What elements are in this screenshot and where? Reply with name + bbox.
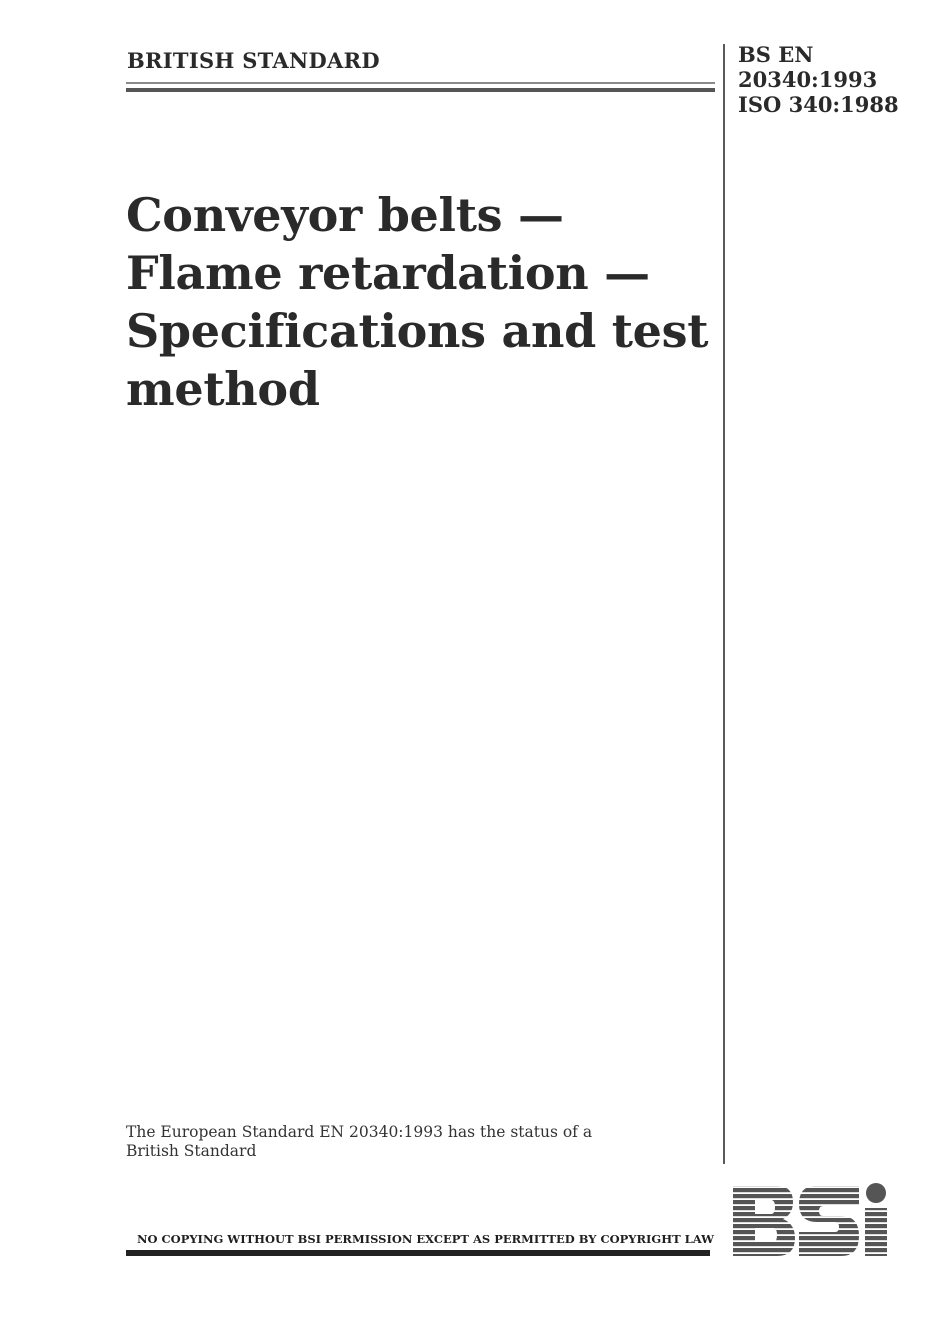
logo-letter-b (733, 1186, 795, 1256)
logo-letter-s (799, 1186, 859, 1256)
status-note (126, 1123, 686, 1161)
status-note-line-2: British Standard (126, 1142, 257, 1160)
title-line-1: Conveyor belts — (126, 188, 564, 242)
header-label: BRITISH STANDARD (127, 48, 380, 73)
copyright-notice: NO COPYING WITHOUT BSI PERMISSION EXCEPT AS PERMITTED BY COPYRIGHT LAW (137, 1232, 715, 1246)
standard-designation (738, 42, 899, 117)
designation-line-3: ISO 340:1988 (738, 92, 899, 117)
logo-letter-i-dot (866, 1183, 886, 1203)
designation-line-1: BS EN (738, 42, 814, 67)
header-rule-thick (126, 88, 715, 92)
logo-letter-i-stem (865, 1208, 887, 1256)
title-line-4: method (126, 362, 320, 416)
designation-line-2: 20340:1993 (738, 67, 878, 92)
vertical-divider (723, 44, 725, 1164)
title-line-2: Flame retardation — (126, 246, 650, 300)
bsi-logo (731, 1182, 903, 1260)
header-rule-thin (126, 82, 715, 84)
title-line-3: Specifications and test (126, 304, 709, 358)
footer-bar (126, 1250, 710, 1256)
document-title (126, 186, 716, 418)
status-note-line-1: The European Standard EN 20340:1993 has the status of a (126, 1123, 593, 1141)
